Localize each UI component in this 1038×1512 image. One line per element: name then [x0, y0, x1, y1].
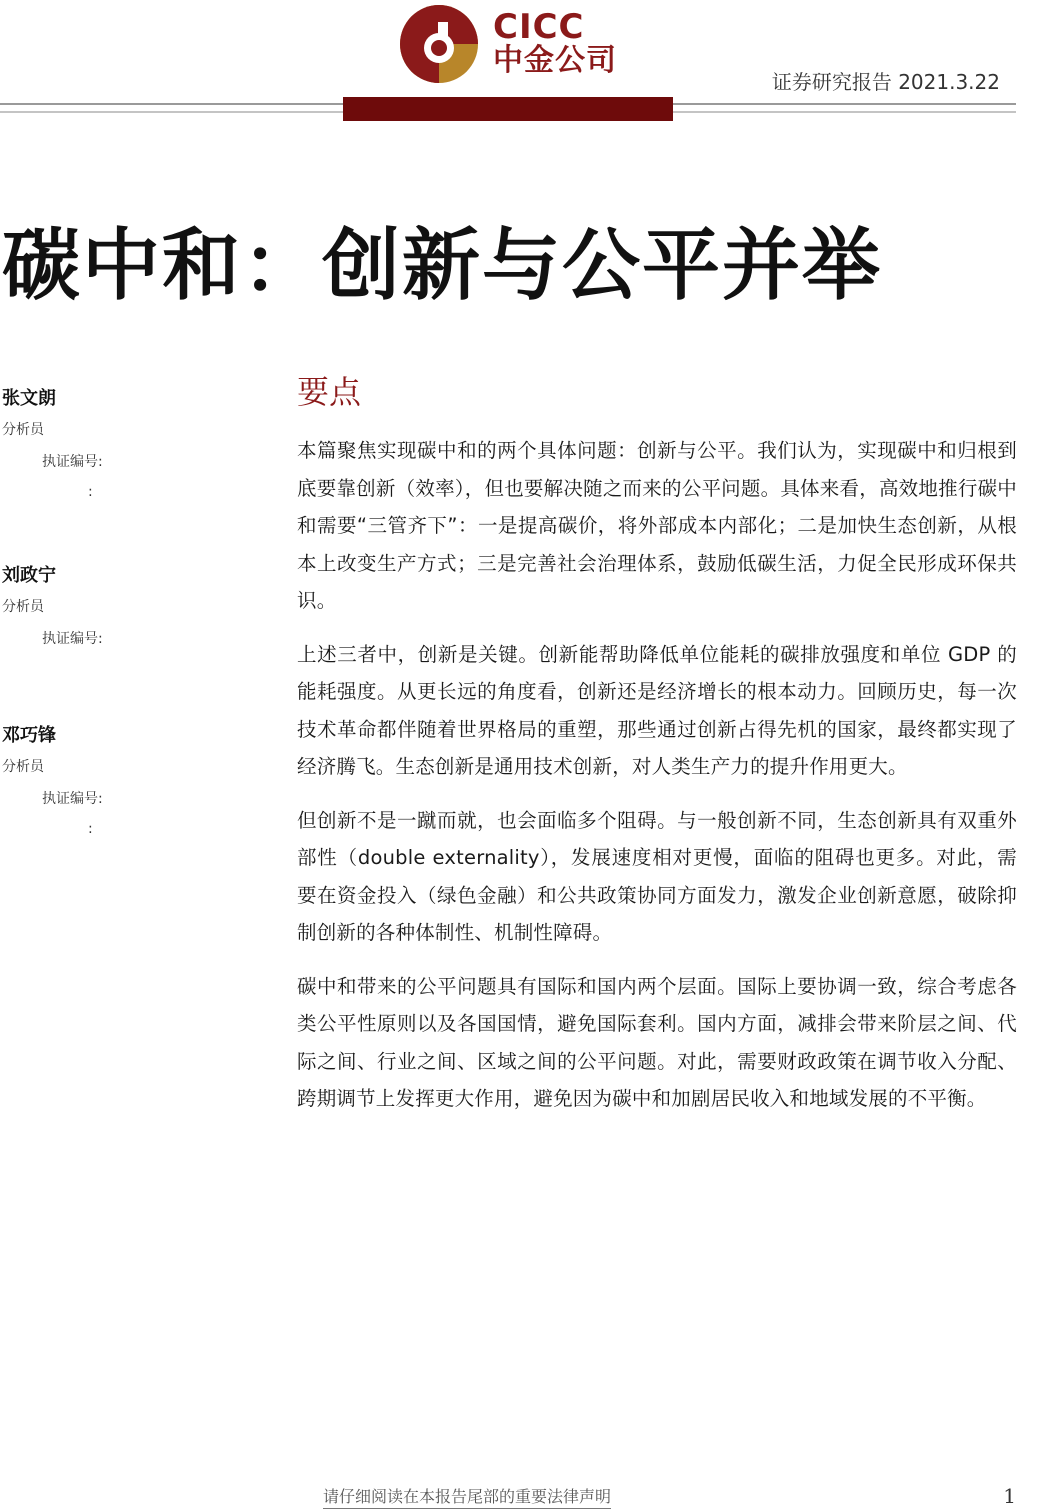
author-cert-extra: :	[88, 484, 93, 500]
cicc-logo-mark-icon	[398, 2, 480, 86]
author-block	[2, 723, 103, 839]
logo-text-cn: 中金公司	[493, 43, 617, 78]
paragraph: 碳中和带来的公平问题具有国际和国内两个层面。国际上要协调一致，综合考虑各类公平性原则以及各国国情，避免国际套利。国内方面，减排会带来阶层之间、代际之间、行业之间、区域之间的公平问题。对此，需要财政政策在调节收入分配、跨期调节上发挥更大作用，避免因为碳中和加剧居民收入和地域发展的不平衡。	[297, 974, 1017, 1110]
cicc-logo	[398, 2, 628, 88]
divider-accent-bar	[343, 97, 673, 121]
author-role: 分析员	[2, 599, 44, 615]
author-block	[2, 563, 103, 649]
section-heading: 要点	[297, 373, 362, 411]
paragraph: 但创新不是一蹴而就，也会面临多个阻碍。与一般创新不同，生态创新具有双重外部性（double externality），发展速度相对更慢，面临的阻碍也更多。对此，需要在资金投入（绿色金融）和公共政策协同方面发力，激发企业创新意愿，破除抑制创新的各种体制性、机制性障碍。	[297, 808, 1017, 944]
author-name: 张文朗	[2, 388, 56, 409]
report-title: 碳中和：创新与公平并举	[2, 221, 883, 311]
author-block	[2, 386, 103, 502]
author-cert-label: 执证编号:	[42, 791, 103, 807]
author-name: 邓巧锋	[2, 725, 56, 746]
page-number: 1	[1003, 1484, 1016, 1508]
key-points-body	[297, 432, 1017, 1134]
paragraph: 上述三者中，创新是关键。创新能帮助降低单位能耗的碳排放强度和单位 GDP 的能耗强度。从更长远的角度看，创新还是经济增长的根本动力。回顾历史，每一次技术革命都伴随着世界格局的重塑，那些通过创新占得先机的国家，最终都实现了经济腾飞。生态创新是通用技术创新，对人类生产力的提升作用更大。	[297, 642, 1017, 778]
author-cert-extra: :	[88, 821, 93, 837]
paragraph: 本篇聚焦实现碳中和的两个具体问题：创新与公平。我们认为，实现碳中和归根到底要靠创新（效率），但也要解决随之而来的公平问题。具体来看，高效地推行碳中和需要“三管齐下”：一是提高碳价，将外部成本内部化；二是加快生态创新，从根本上改变生产方式；三是完善社会治理体系，鼓励低碳生活，力促全民形成环保共识。	[297, 439, 1017, 612]
report-type-date: 证券研究报告 2021.3.22	[771, 70, 1000, 94]
author-cert-label: 执证编号:	[42, 631, 103, 647]
author-role: 分析员	[2, 422, 44, 438]
legal-disclaimer-link[interactable]: 请仔细阅读在本报告尾部的重要法律声明	[323, 1486, 611, 1509]
author-cert-label: 执证编号:	[42, 454, 103, 470]
author-role: 分析员	[2, 759, 44, 775]
logo-text-en: CICC	[493, 7, 585, 47]
author-name: 刘政宁	[2, 565, 56, 586]
